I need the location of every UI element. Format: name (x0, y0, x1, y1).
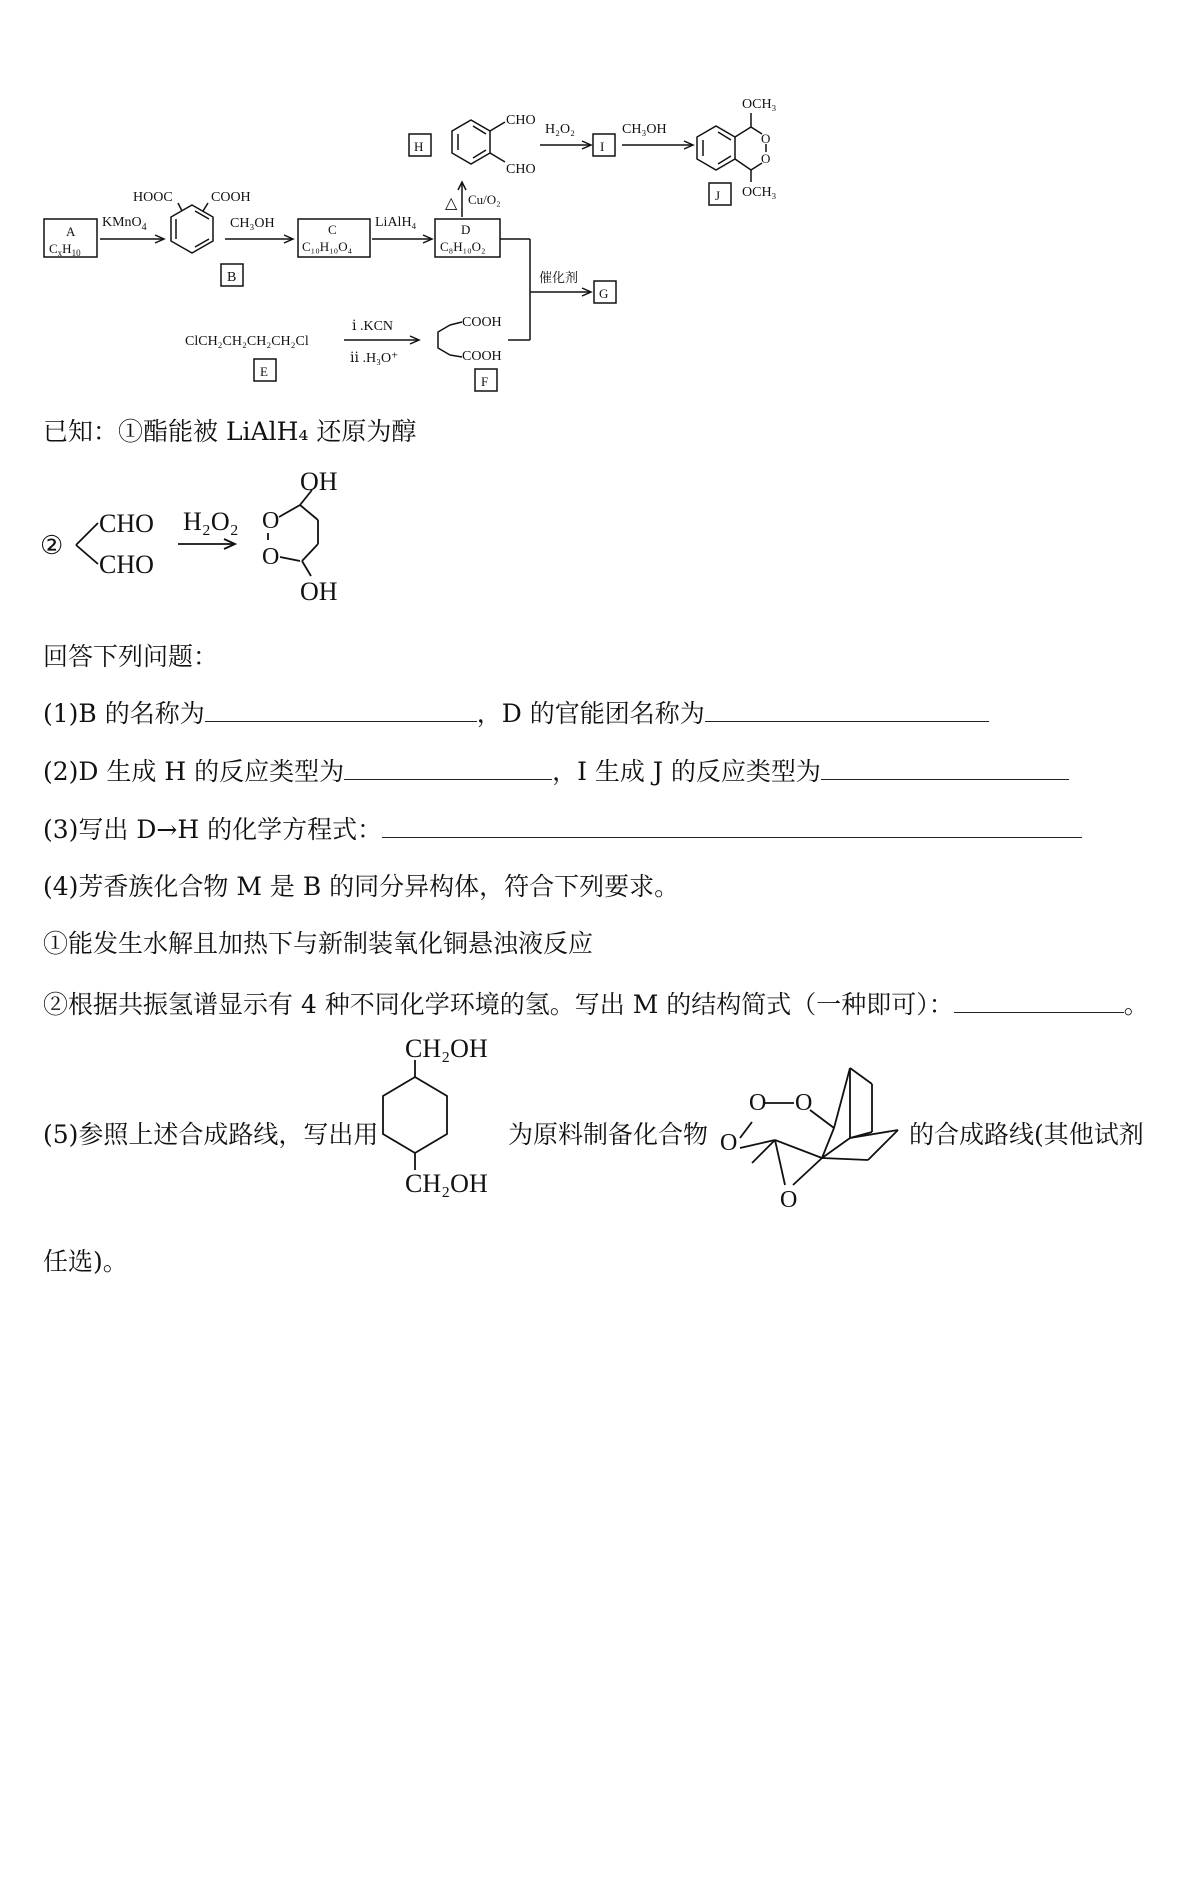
q5-ch2oh-bottom: CH₂OH (405, 1169, 488, 1198)
known-2-reaction (0, 460, 400, 620)
intro: 回答下列问题： (43, 642, 219, 671)
box-h-label: H (414, 139, 424, 154)
reagent-ch3oh-1: CH₃OH (230, 216, 275, 231)
q5-o4: O (780, 1187, 798, 1213)
reagent-cu-o2: Cu/O₂ (468, 192, 501, 207)
reagent-h2o2: H₂O₂ (545, 122, 575, 137)
known-2-cho-bottom: CHO (99, 550, 154, 579)
question-5-text-a: (5)参照上述合成路线，写出用 (43, 1120, 379, 1149)
answer-blank-equation[interactable] (382, 811, 1082, 838)
box-a-label: A (66, 224, 76, 239)
answer-blank-m-structure[interactable] (954, 986, 1124, 1013)
j-och3-top: OCH₃ (742, 97, 777, 112)
b-hooc: HOOC (133, 190, 173, 205)
known-2-o1: O (262, 508, 280, 534)
q5-structures (0, 1030, 1200, 1230)
question-3 (43, 811, 1082, 847)
step-ii: ⅱ .H₃O⁺ (350, 351, 399, 366)
q5-o3: O (720, 1130, 738, 1156)
question-5-text-d: 任选)。 (43, 1247, 128, 1276)
box-a-formula: $C_xH_{10}$ (49, 241, 81, 258)
reagent-ch3oh-2: CH₃OH (622, 122, 667, 137)
q3-text: (3)写出 D→H 的化学方程式： (43, 815, 383, 844)
j-o1: O (761, 131, 771, 146)
delta-symbol: △ (445, 195, 458, 212)
known-1: 已知：①酯能被 LiAlH₄ 还原为醇 (43, 417, 417, 446)
q4-end: 。 (1123, 990, 1149, 1019)
catalyst-label: 催化剂 (539, 270, 579, 285)
box-e-label: E (260, 364, 268, 379)
known-2-cho-top: CHO (99, 509, 154, 538)
question-5-text-b: 为原料制备化合物 (508, 1120, 709, 1149)
question-4-cond-2 (43, 986, 1149, 1022)
j-o2: O (761, 151, 771, 166)
answer-blank-dh-type[interactable] (344, 753, 552, 780)
reagent-kmno4: KMnO$_4$ (102, 215, 147, 233)
question-1 (43, 695, 989, 731)
q2-text-a: (2)D 生成 H 的反应类型为 (43, 757, 345, 786)
box-f-label: F (481, 374, 489, 389)
known-2-reagent: H₂O₂ (183, 507, 239, 536)
box-b-label: B (227, 270, 237, 285)
f-cooh-bottom: COOH (462, 349, 502, 364)
e-formula: ClCH₂CH₂CH₂CH₂Cl (185, 334, 309, 349)
step-i: ⅰ .KCN (352, 319, 394, 334)
known-2-oh-bottom: OH (300, 577, 338, 606)
question-2 (43, 753, 1069, 789)
f-cooh-top: COOH (462, 315, 502, 330)
question-4-cond-1: ①能发生水解且加热下与新制装氧化铜悬浊液反应 (43, 929, 594, 958)
box-g-label: G (599, 286, 609, 301)
answer-blank-b-name[interactable] (205, 695, 477, 722)
box-c-label: C (328, 222, 337, 237)
b-cooh: COOH (211, 190, 251, 205)
benzene-ring-b (171, 205, 213, 253)
q1-text-b: ，D 的官能团名称为 (476, 699, 705, 728)
box-i-label: I (600, 139, 605, 154)
q4-2-text: ②根据共振氢谱显示有 4 种不同化学环境的氢。写出 M 的结构简式（一种即可）： (43, 990, 954, 1019)
known-2-number: ② (40, 531, 64, 560)
synthesis-scheme (0, 0, 1200, 400)
box-d-formula: C₈H₁₀O₂ (440, 239, 486, 254)
box-c-formula: C₁₀H₁₀O₄ (302, 239, 353, 254)
j-och3-bottom: OCH₃ (742, 185, 777, 200)
box-j-label: J (715, 188, 721, 203)
question-4: (4)芳香族化合物 M 是 B 的同分异构体，符合下列要求。 (43, 872, 680, 901)
known-2-oh-top: OH (300, 467, 338, 496)
known-2-o2: O (262, 544, 280, 570)
h-cho-top: CHO (506, 113, 536, 128)
box-d-label: D (461, 222, 471, 237)
reagent-lialh4: LiAlH₄ (375, 215, 417, 230)
question-5-text-c: 的合成路线(其他试剂 (909, 1120, 1144, 1149)
answer-blank-d-group[interactable] (705, 695, 989, 722)
q5-o2: O (795, 1090, 813, 1116)
q5-o1: O (749, 1090, 767, 1116)
q2-text-b: ，I 生成 J 的反应类型为 (552, 757, 821, 786)
answer-blank-ij-type[interactable] (821, 753, 1069, 780)
q5-ch2oh-top: CH₂OH (405, 1034, 488, 1063)
cyclohexane-ring (383, 1077, 447, 1153)
h-cho-bottom: CHO (506, 162, 536, 177)
q1-text-a: (1)B 的名称为 (43, 699, 205, 728)
